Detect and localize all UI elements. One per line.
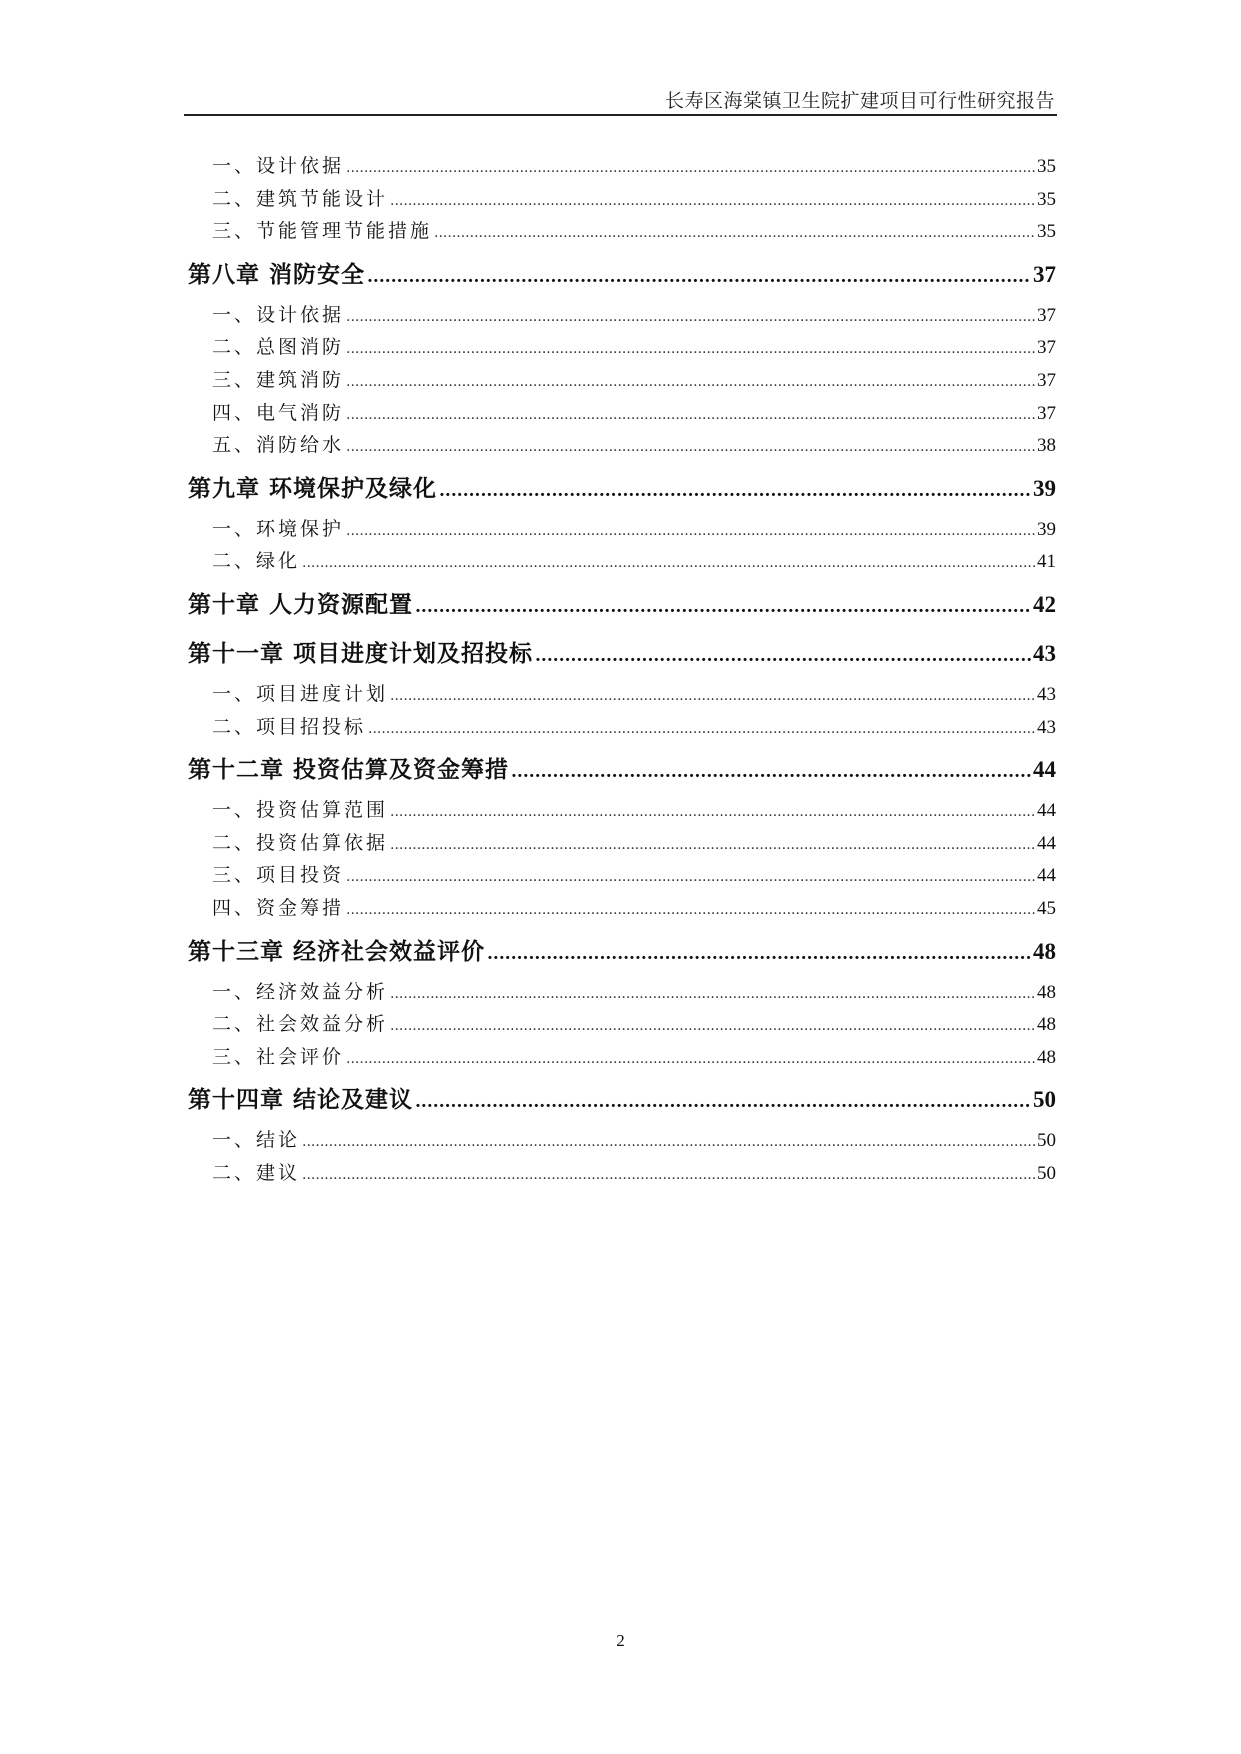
toc-section-entry[interactable] (188, 397, 1056, 430)
dot-leader (346, 894, 1035, 927)
toc-entry-label: 一、设计依据 (212, 155, 345, 177)
toc-section-entry[interactable] (188, 331, 1056, 364)
toc-chapter-entry[interactable] (188, 929, 1056, 974)
dot-leader (346, 301, 1035, 334)
toc-entry-page: 35 (1037, 221, 1056, 243)
toc-section-entry[interactable] (188, 794, 1056, 827)
toc-section-entry[interactable] (188, 215, 1056, 248)
toc-chapter-entry[interactable] (188, 582, 1056, 627)
toc-entry-label: 三、节能管理节能措施 (212, 220, 433, 243)
toc-section-entry[interactable] (188, 429, 1056, 462)
toc-entry-label: 二、绿化 (212, 550, 301, 573)
toc-entry-label: 三、社会评价 (212, 1045, 345, 1068)
dot-leader (439, 469, 1031, 514)
toc-entry-label: 四、电气消防 (212, 401, 345, 424)
dot-leader (302, 1126, 1035, 1159)
toc-entry-label: 一、设计依据 (212, 303, 345, 326)
toc-entry-page: 45 (1037, 897, 1056, 919)
toc-entry-label: 第十二章 投资估算及资金筹措 (188, 757, 510, 784)
toc-entry-page: 35 (1037, 188, 1056, 210)
toc-chapter-entry[interactable] (188, 631, 1056, 676)
toc-entry-page: 42 (1033, 591, 1056, 617)
toc-section-entry[interactable] (188, 513, 1056, 546)
toc-entry-label: 一、环境保护 (212, 517, 345, 540)
toc-entry-label: 一、投资估算范围 (212, 799, 389, 822)
toc-entry-page: 44 (1037, 865, 1056, 887)
toc-entry-label: 第十四章 结论及建议 (188, 1087, 414, 1114)
dot-leader (415, 585, 1031, 630)
toc-entry-page: 35 (1037, 156, 1056, 177)
toc-entry-page: 44 (1033, 757, 1056, 783)
toc-entry-page: 39 (1037, 518, 1056, 540)
dot-leader (368, 713, 1035, 746)
dot-leader (346, 861, 1035, 894)
table-of-contents (188, 150, 1056, 1189)
toc-entry-label: 三、建筑消防 (212, 368, 345, 391)
toc-chapter-entry[interactable] (188, 466, 1056, 511)
toc-section-entry[interactable] (188, 183, 1056, 216)
toc-section-entry[interactable] (188, 976, 1056, 1009)
toc-section-entry[interactable] (188, 678, 1056, 711)
toc-entry-page: 37 (1037, 304, 1056, 326)
toc-entry-page: 50 (1037, 1130, 1056, 1152)
toc-section-entry[interactable] (188, 1008, 1056, 1041)
toc-entry-page: 43 (1037, 683, 1056, 705)
toc-section-entry[interactable] (188, 711, 1056, 744)
page-number: 2 (616, 1631, 625, 1650)
toc-entry-page: 37 (1033, 261, 1056, 287)
dot-leader (487, 932, 1031, 977)
toc-entry-label: 三、项目投资 (212, 864, 345, 887)
header-divider (184, 114, 1057, 116)
toc-section-entry[interactable] (188, 364, 1056, 397)
dot-leader (367, 255, 1031, 300)
toc-entry-page: 48 (1037, 981, 1056, 1003)
toc-entry-page: 37 (1037, 402, 1056, 424)
toc-chapter-entry[interactable] (188, 747, 1056, 792)
toc-entry-label: 第十三章 经济社会效益评价 (188, 938, 486, 965)
toc-entry-label: 第九章 环境保护及绿化 (188, 475, 438, 502)
dot-leader (390, 978, 1035, 1011)
dot-leader (346, 1043, 1035, 1076)
dot-leader (415, 1080, 1031, 1125)
toc-entry-page: 48 (1033, 938, 1056, 964)
toc-section-entry[interactable] (188, 1041, 1056, 1074)
toc-entry-page: 50 (1033, 1087, 1056, 1113)
dot-leader (346, 431, 1035, 464)
toc-entry-label: 二、建筑节能设计 (212, 187, 389, 210)
toc-entry-label: 一、经济效益分析 (212, 980, 389, 1003)
toc-entry-label: 一、结论 (212, 1129, 301, 1152)
toc-entry-label: 第十一章 项目进度计划及招投标 (188, 640, 534, 667)
toc-entry-page: 50 (1037, 1162, 1056, 1184)
toc-entry-page: 38 (1037, 435, 1056, 457)
toc-entry-page: 37 (1037, 337, 1056, 359)
dot-leader (390, 829, 1035, 862)
toc-section-entry[interactable] (188, 892, 1056, 925)
toc-entry-label: 第十章 人力资源配置 (188, 591, 414, 618)
dot-leader (390, 680, 1035, 713)
dot-leader (346, 515, 1035, 548)
toc-entry-page: 48 (1037, 1014, 1056, 1036)
toc-entry-label: 二、社会效益分析 (212, 1013, 389, 1036)
toc-entry-label: 一、项目进度计划 (212, 682, 389, 705)
toc-entry-label: 二、建议 (212, 1161, 301, 1184)
toc-section-entry[interactable] (188, 859, 1056, 892)
toc-section-entry[interactable] (188, 299, 1056, 332)
toc-entry-page: 41 (1037, 551, 1056, 573)
toc-section-entry[interactable] (188, 1157, 1056, 1190)
dot-leader (390, 1010, 1035, 1043)
toc-chapter-entry[interactable] (188, 252, 1056, 297)
dot-leader (302, 1159, 1035, 1192)
toc-entry-page: 44 (1037, 800, 1056, 822)
dot-leader (346, 366, 1035, 399)
toc-section-entry[interactable] (188, 545, 1056, 578)
toc-entry-label: 第八章 消防安全 (188, 261, 366, 288)
toc-entry-label: 二、总图消防 (212, 336, 345, 359)
toc-entry-page: 43 (1037, 716, 1056, 738)
toc-entry-page: 37 (1037, 369, 1056, 391)
toc-entry-page: 43 (1033, 640, 1056, 666)
toc-entry-label: 二、项目招投标 (212, 715, 367, 738)
toc-entry-page: 48 (1037, 1046, 1056, 1068)
dot-leader (390, 796, 1035, 829)
dot-leader (390, 185, 1035, 218)
toc-entry-label: 四、资金筹措 (212, 896, 345, 919)
running-header-title: 长寿区海棠镇卫生院扩建项目可行性研究报告 (664, 90, 1055, 112)
dot-leader (434, 217, 1035, 250)
toc-entry-label: 二、投资估算依据 (212, 831, 389, 854)
toc-entry-label: 五、消防给水 (212, 434, 345, 457)
dot-leader (346, 333, 1035, 366)
toc-section-entry[interactable] (188, 827, 1056, 860)
dot-leader (346, 152, 1035, 185)
toc-entry-page: 44 (1037, 832, 1056, 854)
toc-section-entry[interactable] (188, 150, 1056, 183)
dot-leader (535, 634, 1031, 679)
toc-entry-page: 39 (1033, 475, 1056, 501)
toc-section-entry[interactable] (188, 1124, 1056, 1157)
dot-leader (511, 750, 1031, 795)
toc-chapter-entry[interactable] (188, 1077, 1056, 1122)
dot-leader (346, 399, 1035, 432)
dot-leader (302, 547, 1035, 580)
